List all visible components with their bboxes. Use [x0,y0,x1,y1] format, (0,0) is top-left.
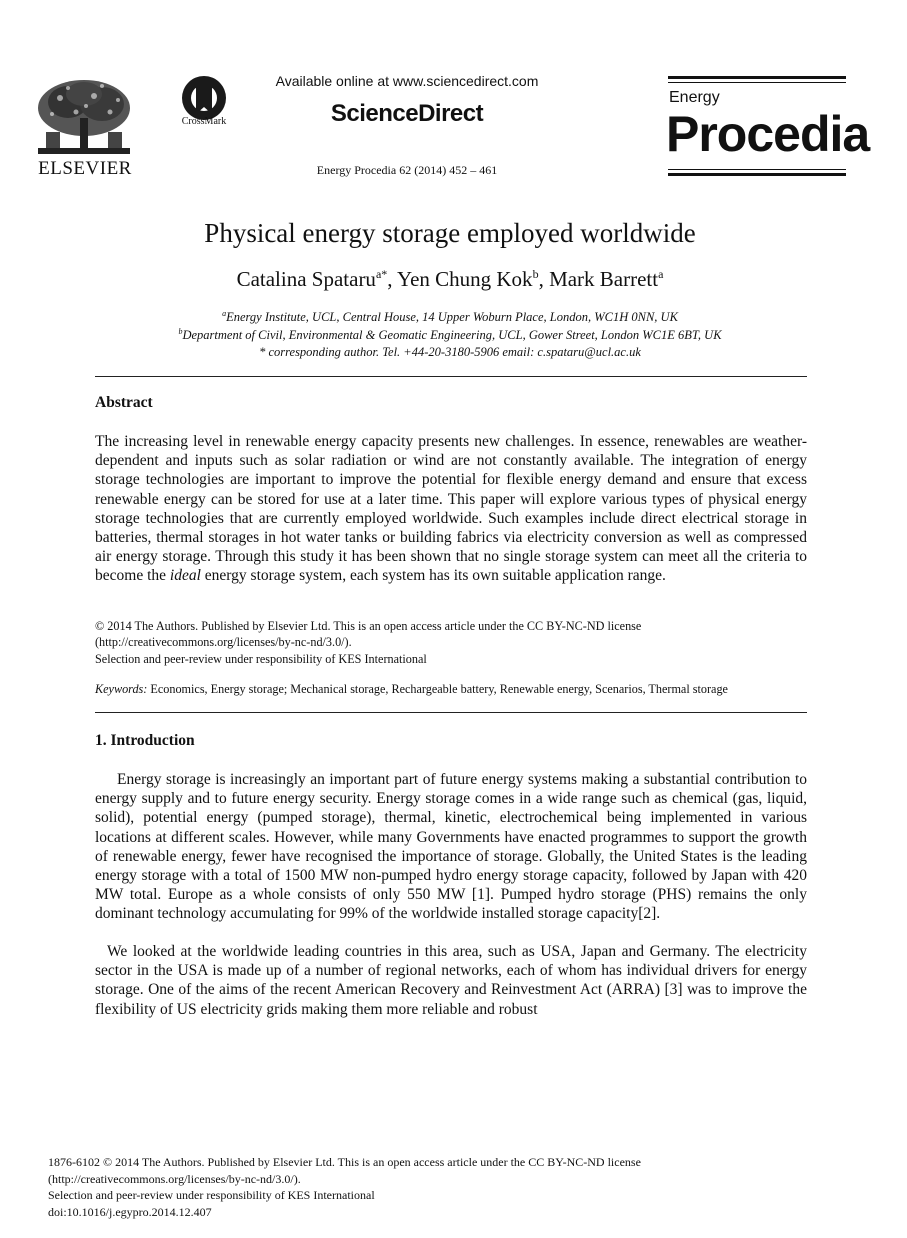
introduction-heading: 1. Introduction [95,732,195,749]
doi[interactable]: doi:10.1016/j.egypro.2014.12.407 [48,1204,212,1219]
peer-review-line: Selection and peer-review under responsibility of KES International [95,651,427,666]
abstract-heading: Abstract [95,394,153,411]
abstract-text [95,432,807,586]
author-name: Yen Chung Kok [397,267,533,291]
copyright-line: © 2014 The Authors. Published by Elsevier Ltd. This is an open access article under the CC BY-NC-ND license [95,619,642,633]
author-marker: b [532,267,539,281]
available-online-link[interactable]: Available online at www.sciencedirect.com [275,73,539,89]
keywords [95,682,807,697]
masthead-rule [668,82,846,83]
author-list [0,267,900,292]
affiliation [0,327,900,343]
abstract-emphasis: ideal [169,567,201,585]
affiliation-text: Energy Institute, UCL, Central House, 14 Upper Woburn Place, London, WC1H 0NN, UK [226,310,678,325]
article-title: Physical energy storage employed worldwide [204,218,696,248]
footer-peer-review: Selection and peer-review under responsibility of KES International [48,1188,375,1203]
author-separator: , [387,267,397,291]
keywords-label: Keywords: [95,682,148,696]
journal-name: Procedia [666,106,870,162]
introduction-paragraph: Energy storage is increasingly an important part of future energy systems making a substantial contribution to energy supply and to future energy security. Energy storage comes in a wide range such as chemical (gas, liquid, solid), potential energy (pumped storage), thermal, kinetic, electrochemical being implemented in various locations at different scales. However, while many Governments have enacted programmes to support the growth of renewable energy, fewer have recognised the importance of storage. Globally, the United States is the leading energy storage with a total of 1500 MW non-pumped hydro energy storage capacity, followed by Japan with 420 MW total. Europe as a whole consists of only 550 MW [1]. Pumped hydro storage (PHS) remains the only dominant technology accumulating for 99% of the worldwide installed storage capacity[2]. [95,771,807,923]
abstract-text-run: energy storage system, each system has its own suitable application range. [200,567,666,585]
affiliation-marker: b [178,327,183,336]
abstract-text-run: The increasing level in renewable energy capacity presents new challenges. In essence, renewables are weather-dependent and inputs such as solar radiation or wind are not constantly available. The integration of energy storage technologies are important to improve the potential for flexible energy demand and ensure that excess renewable energy can be stored for use at a later time. This paper will explore various types of physical energy storage technologies that are currently employed worldwide. Such examples include direct electrical storage in batteries, thermal storages in hot water tanks or building fabrics via electricity conversion as well as compressed air energy storage. Through this study it has been shown that no single storage system can meet all the criteria to become the [95,433,807,585]
license-link[interactable]: (http://creativecommons.org/licenses/by-nc-nd/3.0/). [95,635,352,650]
copyright-notice [95,618,807,667]
elsevier-logo [24,74,146,178]
keywords-list: Economics, Energy storage; Mechanical storage, Rechargeable battery, Renewable energy, Scenarios, Thermal storage [147,682,728,696]
footer-license-link[interactable]: (http://creativecommons.org/licenses/by-nc-nd/3.0/). [48,1171,301,1186]
footer-copyright: 1876-6102 © 2014 The Authors. Published by Elsevier Ltd. This is an open access article under the CC BY-NC-ND license [48,1155,641,1169]
masthead-rule [668,173,846,176]
introduction-paragraph: We looked at the worldwide leading countries in this area, such as USA, Japan and Germany. The electricity sector in the USA is made up of a number of regional networks, each of whom has individual drivers for energy storage. One of the aims of the recent American Recovery and Reinvestment Act (ARRA) [3] was to improve the flexibility of US electricity grids making them more reliable and robust [95,943,807,1018]
sciencedirect-logo: ScienceDirect [330,100,484,127]
masthead-rule [668,76,846,79]
author-separator: , [538,267,550,291]
section-divider [95,712,807,713]
author-name: Catalina Spataru [236,267,376,291]
affiliation [0,309,900,325]
journal-kicker: Energy [669,89,720,106]
affiliation-text: Department of Civil, Environmental & Geomatic Engineering, UCL, Gower Street, London WC1E 6BT, UK [182,328,722,343]
corresponding-author: * corresponding author. Tel. +44-20-3180-5906 email: c.spataru@ucl.ac.uk [259,345,641,359]
elsevier-tree-icon [30,74,138,158]
crossmark-label: CrossMark [181,116,227,127]
elsevier-wordmark: ELSEVIER [38,158,132,179]
author-marker: a* [375,267,388,281]
author-name: Mark Barrett [549,267,659,291]
journal-citation: Energy Procedia 62 (2014) 452 – 461 [316,163,498,177]
affiliation-marker: a [222,309,227,318]
section-divider [95,376,807,377]
footer-notice [48,1154,641,1220]
author-marker: a [658,267,664,281]
masthead-rule [668,169,846,170]
